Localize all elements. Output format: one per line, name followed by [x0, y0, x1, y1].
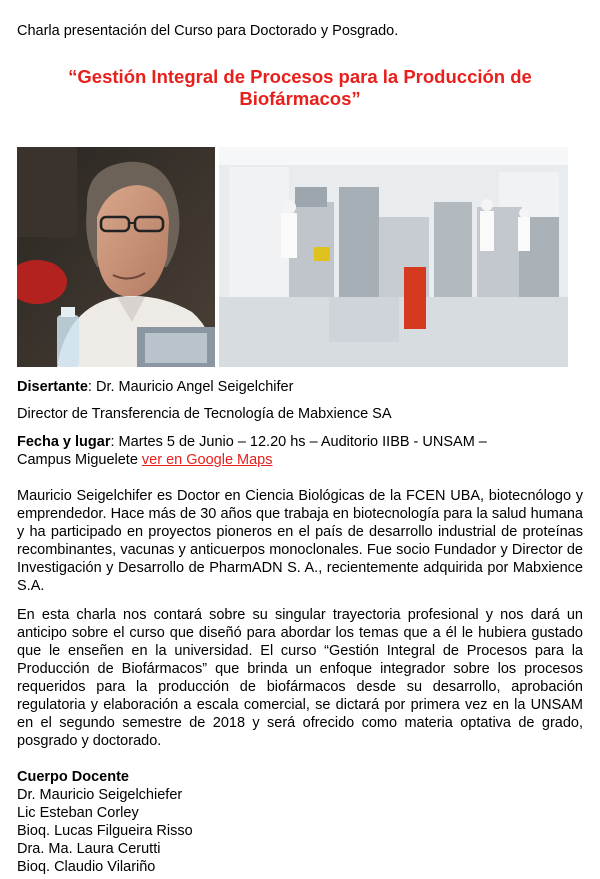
staff-member: Bioq. Claudio Vilariño — [17, 859, 156, 875]
staff-member: Dra. Ma. Laura Cerutti — [17, 841, 161, 857]
bio-paragraph: Mauricio Seigelchifer es Doctor en Ciencia Biológicas de la FCEN UBA, biotecnólogo y emprendedor. Hace más de 30 años que trabaja en biotecnología para la salud humana y ha participado en proyectos pioneros en el país de desarrollo industrial de proteínas recombinantes, vacunas y anticuerpos monoclonales. Fue socio Fundador y Director de Investigación y Desarrollo de PharmADN S. A., recientemente adquirida por Mabxience S.A. — [17, 488, 583, 594]
campus-text: Campus Miguelete — [17, 452, 142, 468]
speaker-role: Director de Transferencia de Tecnología de Mabxience SA — [17, 406, 392, 422]
lab-photo — [219, 147, 568, 367]
course-title: “Gestión Integral de Procesos para la Producción de Biofármacos” — [68, 66, 532, 109]
teaching-staff — [17, 768, 193, 876]
photo-row — [17, 147, 583, 367]
staff-member: Lic Esteban Corley — [17, 805, 139, 821]
speaker-label: Disertante — [17, 379, 88, 395]
speaker-sep: : — [87, 379, 96, 395]
google-maps-link[interactable]: ver en Google Maps — [141, 452, 273, 468]
campus-line — [17, 451, 273, 469]
speaker-name: Dr. Mauricio Angel Seigelchifer — [95, 379, 294, 395]
speaker-line — [17, 378, 293, 396]
teaching-staff-heading: Cuerpo Docente — [17, 769, 129, 785]
date-place-label: Fecha y lugar — [17, 434, 111, 450]
speaker-photo — [17, 147, 215, 367]
talk-paragraph: En esta charla nos contará sobre su singular trayectoria profesional y nos dará un anticipo sobre el curso que diseñó para abordar los temas que a él le hubiera gustado que le enseñen en la universidad. El curso “Gestión Integral de Procesos para la Producción de Biofármacos” que brinda un enfoque integrador sobre los procesos requeridos para la producción de biofármacos desde su desarrollo, aprobación regulatoria y elaboración a escala comercial, se dictará por primera vez en la UNSAM en el segundo semestre de 2018 y será ofrecido como materia optativa de grado, posgrado y doctorado. — [17, 607, 583, 749]
staff-member: Dr. Mauricio Seigelchiefer — [17, 787, 183, 803]
date-place-line — [17, 433, 487, 451]
intro-line: Charla presentación del Curso para Doctorado y Posgrado. — [17, 23, 399, 39]
staff-member: Bioq. Lucas Filgueira Risso — [17, 823, 193, 839]
date-place-sep: : — [110, 434, 119, 450]
date-place-text: Martes 5 de Junio – 12.20 hs – Auditorio IIBB - UNSAM – — [118, 434, 487, 450]
